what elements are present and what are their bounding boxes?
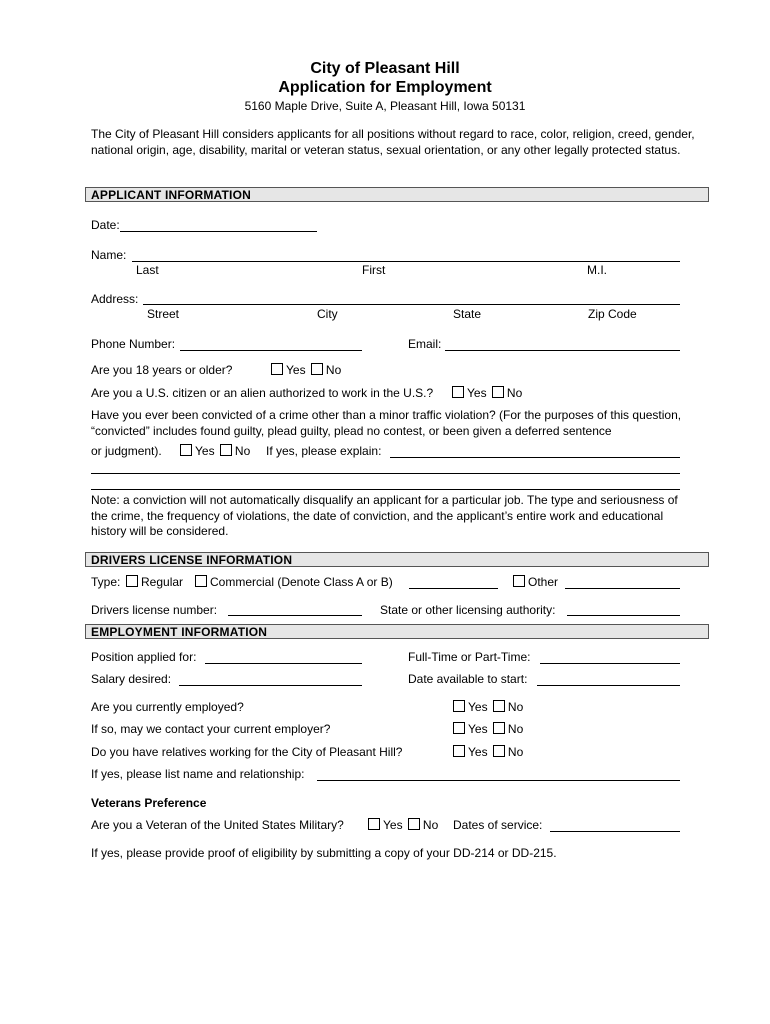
section-title: DRIVERS LICENSE INFORMATION — [91, 553, 293, 567]
employed-options — [453, 700, 523, 714]
relatives-list-label: If yes, please list name and relationship: — [91, 767, 305, 781]
fulltime-label: Full-Time or Part-Time: — [408, 650, 531, 664]
address-street-label: Street — [147, 307, 180, 321]
licensing-authority-field[interactable] — [567, 615, 680, 616]
date-label: Date: — [91, 218, 120, 232]
fulltime-field[interactable] — [540, 663, 680, 664]
other-field[interactable] — [565, 588, 680, 589]
address-state-label: State — [453, 307, 482, 321]
intro-paragraph: The City of Pleasant Hill considers applicants for all positions without regard to race, color, religion, creed, gender, national origin, age, disability, marital or veteran status, sexual orientation, or any other legally protected status. — [91, 127, 695, 157]
license-number-label: Drivers license number: — [91, 603, 218, 617]
name-last-label: Last — [136, 263, 159, 277]
relatives-list-field[interactable] — [317, 780, 680, 781]
commercial-class-field[interactable] — [409, 588, 498, 589]
license-type-label: Type: — [91, 575, 121, 589]
crime-question: Have you ever been convicted of a crime other than a minor traffic violation? (For the purposes of this question, “convicted” includes found guilty, plead guilty, plead no contest, or been given a deferred sentence — [91, 408, 682, 438]
explain-field-1[interactable] — [390, 457, 680, 458]
yes-label: Yes — [468, 745, 488, 759]
salary-field[interactable] — [179, 685, 362, 686]
name-mi-label: M.I. — [587, 263, 607, 277]
commercial-checkbox[interactable] — [195, 575, 207, 587]
date-field[interactable] — [120, 231, 317, 232]
no-label: No — [507, 722, 524, 736]
citizen-no-checkbox[interactable] — [492, 386, 504, 398]
section-employment-information — [85, 624, 709, 639]
org-address: 5160 Maple Drive, Suite A, Pleasant Hill, Iowa 50131 — [244, 99, 526, 113]
email-label: Email: — [408, 337, 442, 351]
yes-label: Yes — [468, 700, 488, 714]
name-label: Name: — [91, 248, 127, 262]
proof-instructions: If yes, please provide proof of eligibility by submitting a copy of your DD-214 or DD-215. — [91, 846, 557, 860]
yes-label: Yes — [468, 722, 488, 736]
yes-label: Yes — [383, 818, 403, 832]
regular-label: Regular — [141, 575, 184, 589]
section-applicant-information — [85, 187, 709, 202]
license-commercial-option — [195, 575, 393, 589]
phone-label: Phone Number: — [91, 337, 176, 351]
crime-yes-checkbox[interactable] — [180, 444, 192, 456]
veteran-question: Are you a Veteran of the United States Military? — [91, 818, 344, 832]
no-label: No — [422, 818, 439, 832]
explain-field-3[interactable] — [91, 489, 680, 490]
address-field[interactable] — [143, 304, 680, 305]
available-label: Date available to start: — [408, 672, 528, 686]
citizen-yes-checkbox[interactable] — [452, 386, 464, 398]
employed-no-checkbox[interactable] — [493, 700, 505, 712]
section-drivers-license — [85, 552, 709, 567]
org-title: City of Pleasant Hill — [310, 60, 460, 77]
yes-label: Yes — [195, 444, 215, 458]
relatives-no-checkbox[interactable] — [493, 745, 505, 757]
form-title: Application for Employment — [278, 79, 492, 96]
service-dates-label: Dates of service: — [453, 818, 543, 832]
relatives-question: Do you have relatives working for the City of Pleasant Hill? — [91, 745, 403, 759]
relatives-options — [453, 745, 523, 759]
conviction-note: Note: a conviction will not automatically disqualify an applicant for a particular job. The type and seriousness of the crime, the frequency of violations, the date of conviction, and the applicant’s entire work and educational history will be considered. — [91, 493, 678, 538]
crime-no-checkbox[interactable] — [220, 444, 232, 456]
contact-yes-checkbox[interactable] — [453, 722, 465, 734]
email-field[interactable] — [445, 350, 680, 351]
age-no-checkbox[interactable] — [311, 363, 323, 375]
no-label: No — [507, 745, 524, 759]
commercial-label: Commercial (Denote Class A or B) — [210, 575, 393, 589]
citizen-question: Are you a U.S. citizen or an alien authorized to work in the U.S.? — [91, 386, 434, 400]
explain-label: If yes, please explain: — [266, 444, 382, 458]
yes-label: Yes — [467, 386, 487, 400]
section-title: APPLICANT INFORMATION — [91, 188, 251, 202]
crime-options — [180, 444, 250, 458]
other-label: Other — [528, 575, 559, 589]
contact-options — [453, 722, 523, 736]
section-title: EMPLOYMENT INFORMATION — [91, 625, 268, 639]
no-label: No — [325, 363, 342, 377]
age-options — [271, 363, 341, 377]
licensing-authority-label: State or other licensing authority: — [380, 603, 556, 617]
crime-question-end: or judgment). — [91, 444, 162, 458]
relatives-yes-checkbox[interactable] — [453, 745, 465, 757]
contact-no-checkbox[interactable] — [493, 722, 505, 734]
employed-yes-checkbox[interactable] — [453, 700, 465, 712]
position-label: Position applied for: — [91, 650, 197, 664]
available-field[interactable] — [537, 685, 680, 686]
address-city-label: City — [317, 307, 338, 321]
citizen-options — [452, 386, 522, 400]
name-field[interactable] — [132, 261, 680, 262]
no-label: No — [506, 386, 523, 400]
position-field[interactable] — [205, 663, 362, 664]
address-zip-label: Zip Code — [588, 307, 637, 321]
age-question: Are you 18 years or older? — [91, 363, 233, 377]
veteran-yes-checkbox[interactable] — [368, 818, 380, 830]
phone-field[interactable] — [180, 350, 362, 351]
employed-question: Are you currently employed? — [91, 700, 244, 714]
regular-checkbox[interactable] — [126, 575, 138, 587]
veteran-no-checkbox[interactable] — [408, 818, 420, 830]
contact-question: If so, may we contact your current employer? — [91, 722, 331, 736]
veterans-heading: Veterans Preference — [91, 796, 207, 810]
license-number-field[interactable] — [228, 615, 362, 616]
age-yes-checkbox[interactable] — [271, 363, 283, 375]
yes-label: Yes — [286, 363, 306, 377]
veteran-options — [368, 818, 438, 832]
license-regular-option — [126, 575, 183, 589]
name-first-label: First — [362, 263, 386, 277]
no-label: No — [507, 700, 524, 714]
salary-label: Salary desired: — [91, 672, 172, 686]
license-other-option — [513, 575, 558, 589]
other-checkbox[interactable] — [513, 575, 525, 587]
no-label: No — [234, 444, 251, 458]
service-dates-field[interactable] — [550, 831, 680, 832]
explain-field-2[interactable] — [91, 473, 680, 474]
address-label: Address: — [91, 292, 139, 306]
